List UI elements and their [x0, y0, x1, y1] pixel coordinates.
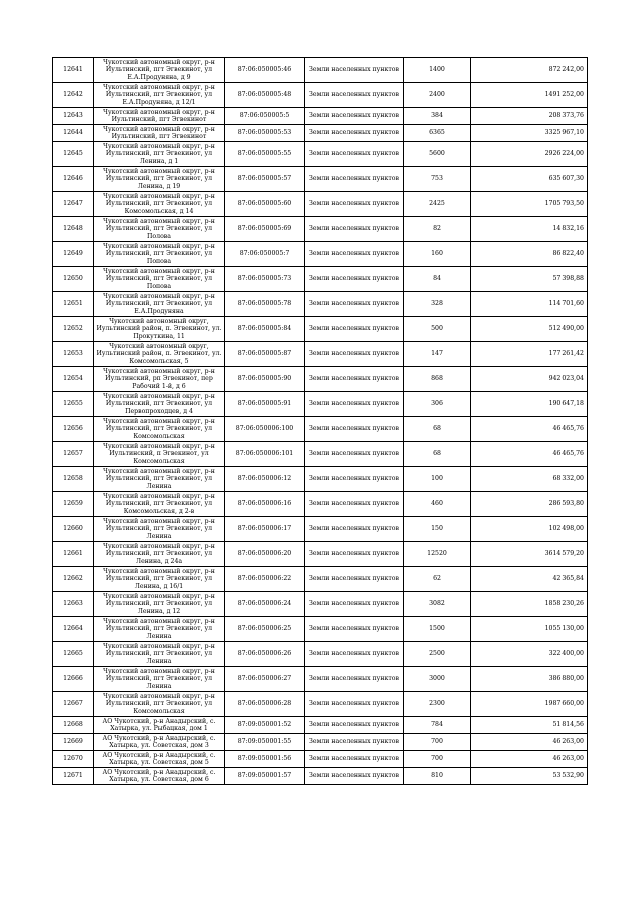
row-number-cell: 12643 — [53, 108, 94, 125]
address-cell: Чукотский автономный округ, р-н Иультинский, пгт Эгвекинот, ул Е.А.Продуняна, д 12/1 — [94, 83, 225, 108]
cadastral-number-cell: 87:06:050005:73 — [225, 267, 305, 292]
cadastral-number-cell: 87:06:050005:55 — [225, 142, 305, 167]
table-row — [53, 517, 588, 542]
cadastral-number-cell: 87:06:050006:24 — [225, 592, 305, 617]
land-category-cell: Земли населенных пунктов — [305, 717, 404, 734]
table-row — [53, 567, 588, 592]
table-row — [53, 317, 588, 342]
address-cell: Чукотский автономный округ, р-н Иультинский, пгт Эгвекинот, ул Ленина — [94, 517, 225, 542]
land-category-cell: Земли населенных пунктов — [305, 242, 404, 267]
cadastral-value-cell: 114 701,60 — [471, 292, 588, 317]
table-row — [53, 342, 588, 367]
table-row — [53, 142, 588, 167]
row-number-cell: 12655 — [53, 392, 94, 417]
cadastral-value-cell: 46 263,00 — [471, 751, 588, 768]
table-body — [53, 58, 588, 785]
land-category-cell: Земли населенных пунктов — [305, 267, 404, 292]
table-row — [53, 192, 588, 217]
table-row — [53, 768, 588, 785]
address-cell: Чукотский автономный округ, р-н Иультинский, пгт Эгвекинот, ул Ленина — [94, 617, 225, 642]
row-number-cell: 12671 — [53, 768, 94, 785]
cadastral-number-cell: 87:09:050001:55 — [225, 734, 305, 751]
area-cell: 753 — [404, 167, 471, 192]
area-cell: 84 — [404, 267, 471, 292]
table-row — [53, 667, 588, 692]
area-cell: 6365 — [404, 125, 471, 142]
address-cell: Чукотский автономный округ, р-н Иультинский, пгт Эгвекинот, ул Комсомольская — [94, 417, 225, 442]
area-cell: 500 — [404, 317, 471, 342]
address-cell: Чукотский автономный округ, р-н Иультинский, пгт Эгвекинот, ул Ленина, д 1 — [94, 142, 225, 167]
cadastral-number-cell: 87:09:050001:57 — [225, 768, 305, 785]
address-cell: Чукотский автономный округ, р-н Иультинский, пгт Эгвекинот, ул Ленина, д 24а — [94, 542, 225, 567]
row-number-cell: 12645 — [53, 142, 94, 167]
land-category-cell: Земли населенных пунктов — [305, 492, 404, 517]
row-number-cell: 12659 — [53, 492, 94, 517]
cadastral-value-cell: 46 263,00 — [471, 734, 588, 751]
address-cell: Чукотский автономный округ, р-н Иультинский, пгт Эгвекинот — [94, 108, 225, 125]
area-cell: 810 — [404, 768, 471, 785]
row-number-cell: 12649 — [53, 242, 94, 267]
area-cell: 150 — [404, 517, 471, 542]
area-cell: 68 — [404, 417, 471, 442]
table-row — [53, 392, 588, 417]
address-cell: АО Чукотский, р-н Анадырский, с. Хатырка, ул. Советская, дом 5 — [94, 751, 225, 768]
cadastral-value-cell: 208 373,76 — [471, 108, 588, 125]
row-number-cell: 12656 — [53, 417, 94, 442]
land-category-cell: Земли населенных пунктов — [305, 692, 404, 717]
address-cell: Чукотский автономный округ, Иультинский район, п. Эгвекинот, ул. Комсомольская, 5 — [94, 342, 225, 367]
row-number-cell: 12644 — [53, 125, 94, 142]
table-row — [53, 617, 588, 642]
cadastral-number-cell: 87:06:050006:100 — [225, 417, 305, 442]
table-row — [53, 125, 588, 142]
area-cell: 3082 — [404, 592, 471, 617]
row-number-cell: 12647 — [53, 192, 94, 217]
land-category-cell: Земли населенных пунктов — [305, 467, 404, 492]
cadastral-number-cell: 87:06:050006:26 — [225, 642, 305, 667]
cadastral-value-cell: 386 880,00 — [471, 667, 588, 692]
area-cell: 460 — [404, 492, 471, 517]
address-cell: Чукотский автономный округ, р-н Иультинский, пгт Эгвекинот, ул Ленина — [94, 667, 225, 692]
row-number-cell: 12641 — [53, 58, 94, 83]
area-cell: 12520 — [404, 542, 471, 567]
cadastral-value-cell: 1055 130,00 — [471, 617, 588, 642]
land-category-cell: Земли населенных пунктов — [305, 292, 404, 317]
cadastral-number-cell: 87:06:050005:87 — [225, 342, 305, 367]
cadastral-number-cell: 87:06:050005:57 — [225, 167, 305, 192]
row-number-cell: 12661 — [53, 542, 94, 567]
area-cell: 328 — [404, 292, 471, 317]
land-category-cell: Земли населенных пунктов — [305, 667, 404, 692]
cadastral-number-cell: 87:06:050006:22 — [225, 567, 305, 592]
table-row — [53, 417, 588, 442]
area-cell: 68 — [404, 442, 471, 467]
table-row — [53, 242, 588, 267]
land-category-cell: Земли населенных пунктов — [305, 142, 404, 167]
document-page — [52, 57, 587, 785]
row-number-cell: 12667 — [53, 692, 94, 717]
area-cell: 784 — [404, 717, 471, 734]
table-row — [53, 751, 588, 768]
address-cell: Чукотский автономный округ, р-н Иультинский, пгт Эгвекинот, ул Ленина — [94, 642, 225, 667]
table-row — [53, 734, 588, 751]
table-row — [53, 167, 588, 192]
row-number-cell: 12652 — [53, 317, 94, 342]
cadastral-value-cell: 14 832,16 — [471, 217, 588, 242]
table-row — [53, 692, 588, 717]
land-category-cell: Земли населенных пунктов — [305, 342, 404, 367]
table-row — [53, 542, 588, 567]
land-category-cell: Земли населенных пунктов — [305, 517, 404, 542]
table-row — [53, 83, 588, 108]
address-cell: Чукотский автономный округ, р-н Иультинский, пгт Эгвекинот, ул Комсомольская, д 14 — [94, 192, 225, 217]
row-number-cell: 12642 — [53, 83, 94, 108]
address-cell: Чукотский автономный округ, р-н Иультинский, пгт Эгвекинот, ул Полова — [94, 217, 225, 242]
row-number-cell: 12663 — [53, 592, 94, 617]
land-category-cell: Земли населенных пунктов — [305, 617, 404, 642]
cadastral-number-cell: 87:06:050006:12 — [225, 467, 305, 492]
land-category-cell: Земли населенных пунктов — [305, 417, 404, 442]
cadastral-value-cell: 86 822,40 — [471, 242, 588, 267]
row-number-cell: 12646 — [53, 167, 94, 192]
cadastral-value-cell: 190 647,18 — [471, 392, 588, 417]
row-number-cell: 12648 — [53, 217, 94, 242]
row-number-cell: 12653 — [53, 342, 94, 367]
land-category-cell: Земли населенных пунктов — [305, 542, 404, 567]
row-number-cell: 12666 — [53, 667, 94, 692]
cadastral-value-cell: 51 814,56 — [471, 717, 588, 734]
cadastral-number-cell: 87:06:050005:84 — [225, 317, 305, 342]
address-cell: Чукотский автономный округ, р-н Иультинский, пгт Эгвекинот, ул Е.А.Продуняна — [94, 292, 225, 317]
address-cell: АО Чукотский, р-н Анадырский, с. Хатырка, ул. Советская, дом 3 — [94, 734, 225, 751]
row-number-cell: 12660 — [53, 517, 94, 542]
area-cell: 100 — [404, 467, 471, 492]
table-row — [53, 58, 588, 83]
cadastral-value-cell: 872 242,00 — [471, 58, 588, 83]
cadastral-value-cell: 1858 230,26 — [471, 592, 588, 617]
cadastral-value-cell: 177 261,42 — [471, 342, 588, 367]
area-cell: 868 — [404, 367, 471, 392]
cadastral-value-cell: 68 332,00 — [471, 467, 588, 492]
land-category-cell: Земли населенных пунктов — [305, 734, 404, 751]
area-cell: 62 — [404, 567, 471, 592]
row-number-cell: 12669 — [53, 734, 94, 751]
cadastral-value-cell: 42 365,84 — [471, 567, 588, 592]
row-number-cell: 12668 — [53, 717, 94, 734]
cadastral-value-cell: 322 400,00 — [471, 642, 588, 667]
table-row — [53, 292, 588, 317]
area-cell: 2500 — [404, 642, 471, 667]
cadastral-number-cell: 87:09:050001:56 — [225, 751, 305, 768]
cadastral-number-cell: 87:06:050006:17 — [225, 517, 305, 542]
cadastral-value-cell: 53 532,90 — [471, 768, 588, 785]
cadastral-number-cell: 87:06:050005:90 — [225, 367, 305, 392]
area-cell: 147 — [404, 342, 471, 367]
land-category-cell: Земли населенных пунктов — [305, 367, 404, 392]
area-cell: 700 — [404, 751, 471, 768]
row-number-cell: 12650 — [53, 267, 94, 292]
table-row — [53, 442, 588, 467]
table-row — [53, 492, 588, 517]
land-category-cell: Земли населенных пунктов — [305, 768, 404, 785]
address-cell: Чукотский автономный округ, р-н Иультинский, пгт Эгвекинот — [94, 125, 225, 142]
table-row — [53, 108, 588, 125]
land-category-cell: Земли населенных пунктов — [305, 392, 404, 417]
cadastral-value-cell: 512 490,00 — [471, 317, 588, 342]
cadastral-value-cell: 1491 252,00 — [471, 83, 588, 108]
area-cell: 82 — [404, 217, 471, 242]
cadastral-number-cell: 87:06:050005:69 — [225, 217, 305, 242]
cadastral-value-cell: 3325 967,10 — [471, 125, 588, 142]
row-number-cell: 12658 — [53, 467, 94, 492]
cadastral-number-cell: 87:06:050005:53 — [225, 125, 305, 142]
area-cell: 2400 — [404, 83, 471, 108]
address-cell: Чукотский автономный округ, р-н Иультинский, пгт Эгвекинот, ул Комсомольская, д 2-в — [94, 492, 225, 517]
cadastral-number-cell: 87:06:050006:27 — [225, 667, 305, 692]
address-cell: Чукотский автономный округ, р-н Иультинский, пгт Эгвекинот, ул Е.А.Продуняна, д 9 — [94, 58, 225, 83]
land-category-cell: Земли населенных пунктов — [305, 567, 404, 592]
cadastral-value-cell: 1705 793,50 — [471, 192, 588, 217]
area-cell: 2300 — [404, 692, 471, 717]
table-row — [53, 217, 588, 242]
cadastral-value-cell: 635 607,30 — [471, 167, 588, 192]
area-cell: 1400 — [404, 58, 471, 83]
cadastral-value-cell: 1987 660,00 — [471, 692, 588, 717]
land-category-cell: Земли населенных пунктов — [305, 192, 404, 217]
land-category-cell: Земли населенных пунктов — [305, 217, 404, 242]
land-category-cell: Земли населенных пунктов — [305, 442, 404, 467]
row-number-cell: 12662 — [53, 567, 94, 592]
cadastral-number-cell: 87:06:050006:20 — [225, 542, 305, 567]
table-row — [53, 642, 588, 667]
cadastral-number-cell: 87:06:050005:60 — [225, 192, 305, 217]
cadastral-number-cell: 87:09:050001:52 — [225, 717, 305, 734]
address-cell: Чукотский автономный округ, р-н Иультинский, пгт Эгвекинот, ул Ленина, д 12 — [94, 592, 225, 617]
land-category-cell: Земли населенных пунктов — [305, 642, 404, 667]
cadastral-number-cell: 87:06:050005:91 — [225, 392, 305, 417]
area-cell: 3000 — [404, 667, 471, 692]
cadastral-number-cell: 87:06:050005:5 — [225, 108, 305, 125]
address-cell: Чукотский автономный округ, р-н Иультинский, пгт Эгвекинот, ул Попова — [94, 242, 225, 267]
address-cell: Чукотский автономный округ, р-н Иультинский, пгт Эгвекинот, ул Попова — [94, 267, 225, 292]
area-cell: 384 — [404, 108, 471, 125]
area-cell: 2425 — [404, 192, 471, 217]
row-number-cell: 12657 — [53, 442, 94, 467]
address-cell: АО Чукотский, р-н Анадырский, с. Хатырка, ул. Рыбацкая, дом 1 — [94, 717, 225, 734]
address-cell: Чукотский автономный округ, р-н Иультинский, п Эгвекинот, ул Комсомольская — [94, 442, 225, 467]
cadastral-number-cell: 87:06:050005:46 — [225, 58, 305, 83]
area-cell: 700 — [404, 734, 471, 751]
row-number-cell: 12654 — [53, 367, 94, 392]
cadastral-value-cell: 942 023,04 — [471, 367, 588, 392]
area-cell: 306 — [404, 392, 471, 417]
table-row — [53, 717, 588, 734]
land-category-cell: Земли населенных пунктов — [305, 108, 404, 125]
row-number-cell: 12670 — [53, 751, 94, 768]
land-category-cell: Земли населенных пунктов — [305, 317, 404, 342]
area-cell: 160 — [404, 242, 471, 267]
land-category-cell: Земли населенных пунктов — [305, 83, 404, 108]
address-cell: АО Чукотский, р-н Анадырский, с. Хатырка, ул. Советская, дом 6 — [94, 768, 225, 785]
cadastral-value-cell: 102 498,00 — [471, 517, 588, 542]
address-cell: Чукотский автономный округ, р-н Иультинский, пгт Эгвекинот, ул Первопроходцев, д 4 — [94, 392, 225, 417]
cadastral-value-cell: 57 398,88 — [471, 267, 588, 292]
land-category-cell: Земли населенных пунктов — [305, 751, 404, 768]
row-number-cell: 12664 — [53, 617, 94, 642]
table-row — [53, 267, 588, 292]
address-cell: Чукотский автономный округ, р-н Иультинский, пгт Эгвекинот, ул Комсомольская — [94, 692, 225, 717]
row-number-cell: 12651 — [53, 292, 94, 317]
cadastral-value-cell: 46 465,76 — [471, 417, 588, 442]
area-cell: 1500 — [404, 617, 471, 642]
address-cell: Чукотский автономный округ, р-н Иультинский, пгт Эгвекинот, ул Ленина, д 16/1 — [94, 567, 225, 592]
cadastral-number-cell: 87:06:050006:28 — [225, 692, 305, 717]
cadastral-value-cell: 46 465,76 — [471, 442, 588, 467]
cadastral-number-cell: 87:06:050005:78 — [225, 292, 305, 317]
cadastral-value-cell: 286 593,80 — [471, 492, 588, 517]
address-cell: Чукотский автономный округ, р-н Иультинский, пгт Эгвекинот, ул Ленина — [94, 467, 225, 492]
land-category-cell: Земли населенных пунктов — [305, 58, 404, 83]
cadastral-value-cell: 3614 579,20 — [471, 542, 588, 567]
row-number-cell: 12665 — [53, 642, 94, 667]
cadastral-number-cell: 87:06:050006:16 — [225, 492, 305, 517]
cadastral-number-cell: 87:06:050006:25 — [225, 617, 305, 642]
land-category-cell: Земли населенных пунктов — [305, 125, 404, 142]
land-registry-table — [52, 57, 588, 785]
area-cell: 5600 — [404, 142, 471, 167]
cadastral-number-cell: 87:06:050005:48 — [225, 83, 305, 108]
land-category-cell: Земли населенных пунктов — [305, 167, 404, 192]
land-category-cell: Земли населенных пунктов — [305, 592, 404, 617]
cadastral-number-cell: 87:06:050005:7 — [225, 242, 305, 267]
address-cell: Чукотский автономный округ, Иультинский район, п. Эгвекинот, ул. Прокуткина, 11 — [94, 317, 225, 342]
cadastral-number-cell: 87:06:050006:101 — [225, 442, 305, 467]
cadastral-value-cell: 2926 224,00 — [471, 142, 588, 167]
table-row — [53, 592, 588, 617]
address-cell: Чукотский автономный округ, р-н Иультинский, рп Эгвекинот, пер Рабочий 1-й, д 6 — [94, 367, 225, 392]
table-row — [53, 367, 588, 392]
address-cell: Чукотский автономный округ, р-н Иультинский, пгт Эгвекинот, ул Ленина, д 19 — [94, 167, 225, 192]
table-row — [53, 467, 588, 492]
